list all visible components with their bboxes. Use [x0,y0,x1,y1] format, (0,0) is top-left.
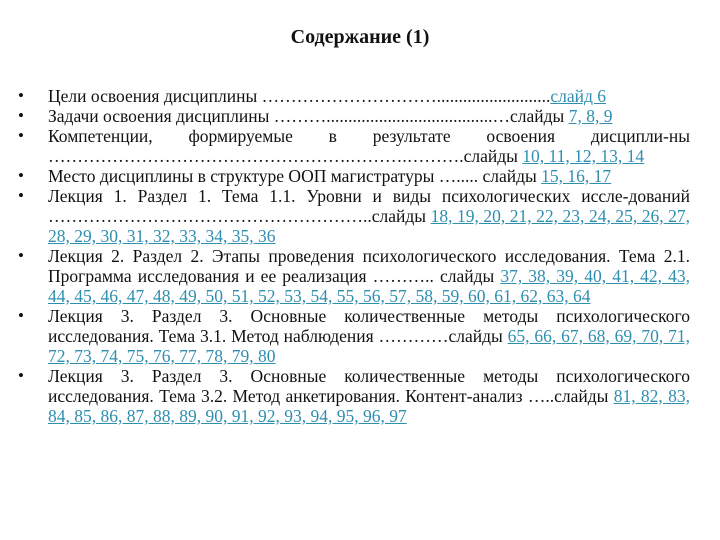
slide-links[interactable]: 15, 16, 17 [541,166,612,186]
contents-item-5 [18,186,690,246]
slide-title: Содержание (1) [290,26,430,48]
slide-links[interactable]: 10, 11, 12, 13, 14 [522,146,645,166]
slide-links[interactable]: 7, 8, 9 [568,106,613,126]
slide-links[interactable]: 81, 82, 83, 84, 85, 86, 87, 88, 89, 90, 91, 92, 93, 94, 95, 96, 97 [48,386,690,426]
contents-item-1 [18,86,690,106]
slide-links[interactable]: 37, 38, 39, 40, 41, 42, 43, 44, 45, 46, 47, 48, 49, 50, 51, 52, 53, 54, 55, 56, 57, 58, 59, 60, 61, 62, 63, 64 [48,266,691,306]
contents-item-7 [18,306,690,366]
contents-item-4 [18,166,690,186]
item-text: Цели освоения дисциплины ………………………….......................... [48,86,551,106]
contents-item-2 [18,106,690,126]
item-text: Задачи освоения дисциплины ………......................................…слайды [48,106,569,126]
contents-list [18,86,690,426]
slide-links[interactable]: 65, 66, 67, 68, 69, 70, 71, 72, 73, 74, 75, 76, 77, 78, 79, 80 [48,326,690,366]
item-text: Лекция 3. Раздел 3. Основные количественные методы психологического исследования. Тема 3.1. Метод наблюдения …………слайды [48,306,690,346]
slide-links[interactable]: слайд 6 [550,86,607,106]
slide-links[interactable]: 18, 19, 20, 21, 22, 23, 24, 25, 26, 27, 28, 29, 30, 31, 32, 33, 34, 35, 36 [48,206,691,246]
item-text: Компетенции, формируемые в результате освоения дисципли-ны …………………………………………….……….……….слайды [48,126,690,166]
contents-item-8 [18,366,690,426]
item-text: Место дисциплины в структуре ООП магистратуры …..... слайды [48,166,542,186]
item-text: Лекция 1. Раздел 1. Тема 1.1. Уровни и виды психологических иссле-дований ………………………………………………..слайды [48,186,690,226]
item-text: Лекция 3. Раздел 3. Основные количественные методы психологического исследования. Тема 3.2. Метод анкетирования. Контент-анализ …..слайды [48,366,690,406]
contents-item-3 [18,126,690,166]
contents-item-6 [18,246,690,306]
item-text: Лекция 2. Раздел 2. Этапы проведения психологического исследования. Тема 2.1. Программа исследования и ее реализация ……….. слайды [48,246,690,286]
